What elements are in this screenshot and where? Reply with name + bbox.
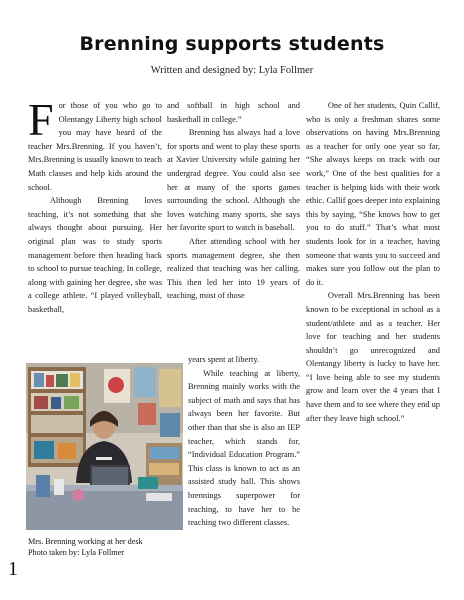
- paragraph: and softball in high school and basketball in college.”: [167, 101, 300, 124]
- page-number: 1: [8, 558, 18, 580]
- byline: Written and designed by: Lyla Follmer: [150, 65, 314, 76]
- paragraph: Brenning has always had a love for sports and went to play these sports at Xavier University while gaining her undergrad degree. You could also see her at many of the sports games surrounding the school. Although she loves watching many sports, she says her favorite sport to watch is baseball.: [167, 128, 300, 233]
- paragraph: Overall Mrs.Brenning has been known to be exceptional in school as a student/athlete and as a teacher. Her love for teaching and her students shouldn’t go unrecognized and Olentangy liberty is lucky to have her. “I love being able to see my students grow and learn over the 4 years that I have them and to see where they end up after they leave high school.”: [306, 291, 440, 423]
- column-2: [167, 99, 300, 303]
- caption-line: Mrs. Brenning working at her desk: [28, 537, 143, 546]
- paragraph: After attending school with her sports management degree, she then realized that teaching was her calling. This then led her into 19 years of teaching, most of those: [167, 236, 300, 301]
- column-3: [306, 99, 440, 425]
- paragraph: One of her students, Quin Callif, who is only a freshman shares some observations on having Mrs.Brenning as a teacher for only one year so far, “She always keeps on track with our work,” One of the best qualities for a teacher is helping kids with their work ethic. Callif goes deeper into explaining this by saying, “She knows how to get you to do stuff.” That’s what most students look for in a teacher, having someone that wants you to succeed and makes sure you follow out the plan to do it.: [306, 101, 440, 287]
- article-title: Brenning supports students: [79, 33, 385, 55]
- column-1: [28, 94, 162, 317]
- drop-cap: F: [28, 94, 54, 145]
- paragraph: [28, 94, 162, 194]
- paragraph-text: or those of you who go to Olentangy Liberty high school you may have heard of the teacher Mrs.Brenning. If you haven’t, Mrs.Brenning is usually known to teach Math classes and help kids around the school.: [28, 101, 162, 192]
- photo-illustration: [26, 363, 183, 530]
- photo-caption: [28, 537, 143, 558]
- paragraph: Although Brenning loves teaching, it’s not something that she always thought about pursuing. Her original plan was to study sports management before then heading back to school to pursue teaching. In college, along with gaining her degree, she was a college athlete. “I played volleyball, basketball,: [28, 196, 162, 314]
- paragraph: years spent at liberty.: [188, 355, 260, 364]
- paragraph: While teaching at liberty, Brenning mainly works with the subject of math and says that has always been her favorite. But other than that she is also an IEP teacher, which stands for, “Individual Education Program.” This class is known to act as an assisted study hall. This shows brennings superpower for teaching, to have her to be teaching two different classes.: [188, 368, 300, 528]
- column-2-continued: [188, 353, 300, 530]
- photo-credit: Photo taken by: Lyla Follmer: [28, 547, 124, 557]
- teacher-photo: [26, 363, 183, 530]
